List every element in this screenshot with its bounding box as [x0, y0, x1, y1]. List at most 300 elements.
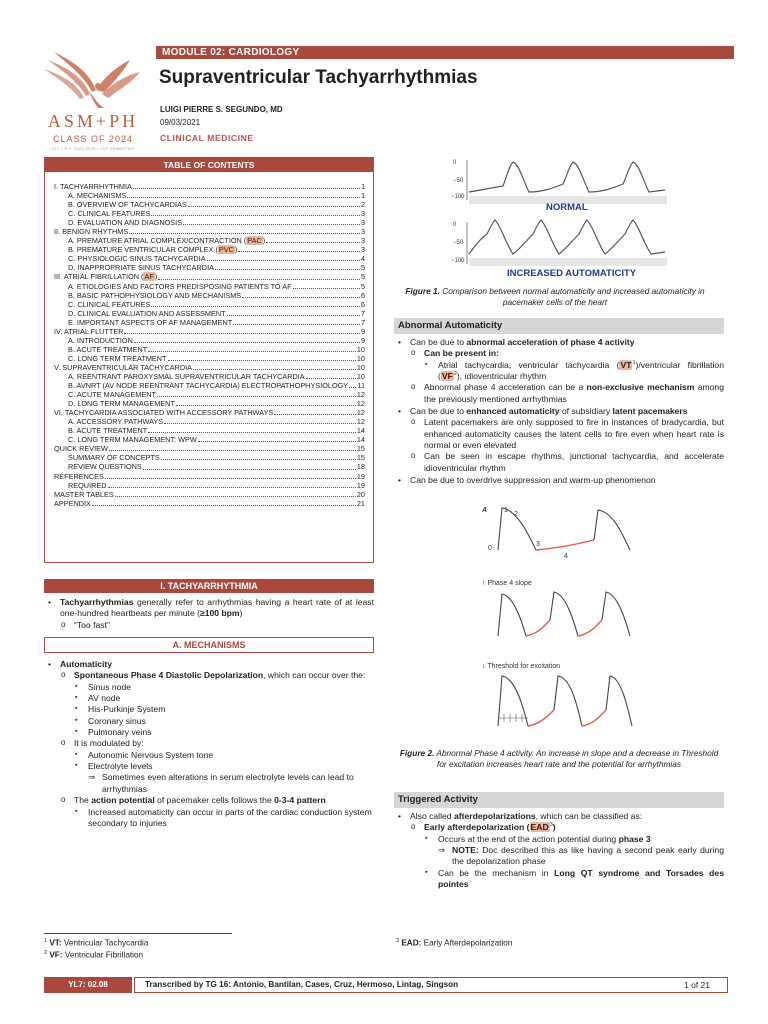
toc-entry-title: [68, 462, 142, 471]
panel-label: A: [482, 507, 488, 514]
text: It is modulated by:: [74, 738, 144, 749]
toc-list: [45, 172, 373, 508]
caption-label: Figure 1.: [405, 286, 440, 296]
toc-dots: [129, 227, 360, 234]
toc-entry[interactable]: [54, 426, 365, 435]
figure-2-caption: [398, 748, 720, 770]
toc-page: 14: [356, 435, 365, 445]
list-item: [60, 795, 374, 829]
toc-text: A. MECHANISMS: [68, 191, 127, 201]
toc-entry[interactable]: [54, 372, 365, 381]
toc-dots: [127, 191, 360, 198]
toc-page: 6: [360, 290, 365, 300]
toc-text: APPENDIX: [54, 498, 91, 508]
list-item: ▪ His-Purkinje System: [74, 704, 374, 715]
term: afterdepolarizations: [453, 811, 536, 821]
ap-trace: [498, 594, 526, 636]
toc-entry-title: [54, 499, 91, 508]
toc-entry[interactable]: [54, 218, 365, 227]
toc-page: 9: [360, 335, 365, 345]
term: action potential: [91, 795, 155, 806]
toc-entry[interactable]: [54, 272, 365, 281]
threshold-ticks: [498, 714, 528, 722]
toc-entry[interactable]: [54, 200, 365, 209]
list-item: [410, 822, 724, 890]
toc-dots: [227, 309, 360, 316]
phase4-segment: [528, 710, 554, 726]
toc-dots: [157, 390, 356, 397]
toc-entry[interactable]: [54, 390, 365, 399]
logo-asmph: ASM+PH: [47, 111, 139, 131]
tick-label: −50: [453, 178, 464, 184]
right-column-bottom: [394, 792, 724, 891]
footnote-3: [396, 938, 512, 950]
toc-entry[interactable]: [54, 472, 365, 481]
toc-text: D. INAPPROPRIATE SINUS TACHYCARDIA: [68, 263, 214, 273]
toc-entry[interactable]: [54, 408, 365, 417]
toc-dots: [148, 426, 356, 433]
term: enhanced automaticity: [466, 406, 560, 417]
toc-entry-title: [68, 291, 241, 300]
tick-label: 0: [453, 222, 457, 228]
section-tachyarrhythmia: I. TACHYARRHYTHMIA: [44, 579, 374, 593]
toc-entry-title: [68, 372, 305, 381]
phase4-segment: [526, 620, 550, 636]
footnote-number: 3: [396, 938, 400, 944]
list-item: ▪ Pulmonary veins: [74, 727, 374, 738]
toc-entry[interactable]: [54, 399, 365, 408]
toc-dots: [158, 272, 360, 279]
toc-entry[interactable]: [54, 182, 365, 191]
list-item: [74, 761, 374, 795]
toc-entry-title: [68, 354, 167, 363]
text: among the previously mentioned arrhythmias: [424, 382, 724, 404]
toc-dots: [105, 472, 356, 479]
toc-text: A. ACCESSORY PATHWAYS: [68, 417, 164, 427]
text: ), idioventricular rhythm: [456, 371, 547, 382]
logo-text: [34, 110, 152, 151]
toc-page: 3: [360, 218, 365, 228]
toc-page: 12: [356, 408, 365, 418]
toc-entry-title: [68, 381, 348, 390]
text: , which can occur over the:: [263, 670, 366, 681]
toc-page: 5: [360, 281, 365, 291]
toc-page: 10: [356, 362, 365, 372]
list-item: [394, 337, 724, 405]
toc-entry[interactable]: [54, 490, 365, 499]
toc-text: III. ATRIAL FIBRILLATION (: [54, 272, 144, 282]
toc-page: 7: [360, 308, 365, 318]
toc-entry[interactable]: [54, 417, 365, 426]
text: Can be due to: [410, 337, 467, 347]
toc-text: B. AVNRT (AV NODE REENTRANT TACHYCARDIA) ELECTROPATHOPHYSIOLOGY: [68, 381, 349, 391]
toc-page: 9: [360, 326, 365, 336]
list-item: ▪ Autonomic Nervous System tone: [74, 750, 374, 761]
footer-text: Transcribed by TG 16: Antonio, Bantilan, Cases, Cruz, Hermoso, Lintag,: [145, 980, 426, 989]
eagle-logo-icon: [34, 42, 152, 110]
toc-dots: [151, 209, 360, 216]
footnote-number: 2: [44, 950, 48, 956]
phase-label: 1: [504, 507, 508, 514]
tick-label: −100: [451, 194, 465, 200]
toc-entry[interactable]: [54, 245, 365, 254]
footnote-text: Ventricular Fibrillation: [62, 950, 144, 960]
toc-entry-title: [54, 182, 132, 191]
toc-entry[interactable]: [54, 282, 365, 291]
list-item: [410, 382, 724, 405]
footnote-2: [44, 950, 143, 962]
toc-entry-title: [54, 408, 273, 417]
list-item: o “Too fast”: [60, 620, 374, 631]
toc-text: A. PREMATURE ATRIAL COMPLEX/CONTRACTION (: [68, 236, 247, 246]
section-mechanisms: A. MECHANISMS: [44, 637, 374, 653]
increased-trace: [469, 220, 665, 254]
footer-text-bold: Singson: [425, 980, 459, 989]
phase4-segment: [582, 710, 606, 726]
toc-abbr: PAC: [247, 236, 262, 246]
toc-page: 12: [356, 390, 365, 400]
toc-dots: [164, 417, 356, 424]
toc-entry[interactable]: [54, 354, 365, 363]
toc-text: REQUIRED: [68, 480, 107, 490]
toc-page: 15: [356, 453, 365, 463]
tachy-list: [44, 597, 374, 631]
toc-text: REVIEW QUESTIONS: [68, 462, 142, 472]
footnote-term: VT:: [49, 938, 62, 948]
toc-abbr: PVC: [218, 245, 234, 255]
toc-entry-title: [68, 200, 187, 209]
toc-text: V. SUPRAVENTRICULAR TACHYCARDIA: [54, 362, 192, 372]
toc-text: E. IMPORTANT ASPECTS OF AF MANAGEMENT: [68, 317, 233, 327]
toc-text: ): [154, 272, 158, 282]
toc-page: 15: [356, 444, 365, 454]
text: Doc described this as like having a second peak early during the depolarization phase: [452, 845, 724, 867]
toc-dots: [215, 263, 360, 270]
footnote-term: EAD:: [401, 938, 422, 948]
toc-entry[interactable]: [54, 363, 365, 372]
toc-entry[interactable]: [54, 318, 365, 327]
toc-text: C. LONG TERM TREATMENT: [68, 353, 167, 363]
toc-page: 12: [356, 417, 365, 427]
caption-text: Abnormal Phase 4 activity. An increase in slope and a decrease in Threshold for excitation increases heart rate and the potential for arrhythmias: [434, 748, 719, 769]
list-item: ▪ Sinus node: [74, 682, 374, 693]
toc-dots: [124, 327, 359, 334]
toc-entry-title: [68, 254, 206, 263]
toc-text: C. PHYSIOLOGIC SINUS TACHYCARDIA: [68, 254, 206, 264]
toc-page: 14: [356, 426, 365, 436]
list-item: o Can be seen in escape rhythms, junctional tachycardia, and accelerate idioventricular rhythm: [410, 451, 724, 474]
toc-entry-title: [68, 481, 107, 490]
term: non-exclusive mechanism: [586, 382, 695, 393]
ap-trace: [498, 676, 528, 726]
toc-entry-title: [68, 345, 147, 354]
toc-entry[interactable]: [54, 236, 365, 245]
ap-trace: [550, 592, 578, 636]
toc-page: 3: [360, 245, 365, 255]
list-item: [410, 348, 724, 382]
toc-text: ): [234, 245, 238, 255]
module-bar: MODULE 02: CARDIOLOGY: [156, 46, 734, 59]
toc-dots: [188, 200, 360, 207]
term: phase 3: [618, 833, 651, 844]
toc-entry[interactable]: [54, 209, 365, 218]
toc-dots: [238, 245, 360, 252]
term: ): [552, 822, 556, 833]
toc-text: IV. ATRIAL FLUTTER: [54, 326, 124, 336]
toc-entry-title: [68, 426, 147, 435]
toc-entry-title: [54, 363, 192, 372]
term: Tachyarrhythmias: [60, 597, 134, 607]
toc-entry-title: [68, 218, 182, 227]
list-item: ▪ Coronary sinus: [74, 716, 374, 727]
logo-class: CLASS OF 2024: [52, 133, 134, 144]
left-column: [44, 579, 374, 830]
toc-entry[interactable]: [54, 309, 365, 318]
toc-text: D. EVALUATION AND DIAGNOSIS: [68, 218, 183, 228]
toc-dots: [198, 435, 356, 442]
toc-entry[interactable]: [54, 263, 365, 272]
toc-dots: [134, 336, 360, 343]
list-item: ▪ Increased automaticity can occur in parts of the cardiac conduction system secondary to injuries: [74, 807, 374, 830]
toc-text: C. CLINICAL FEATURES: [68, 299, 151, 309]
toc-text: A. INTRODUCTION: [68, 335, 133, 345]
list-item: ▪ AV node: [74, 693, 374, 704]
toc-text: A. ETIOLOGIES AND FACTORS PREDISPOSING PATIENTS TO AF: [68, 281, 292, 291]
term: NOTE:: [452, 845, 479, 856]
abbr-ead: EAD: [530, 822, 549, 833]
toc-dots: [306, 372, 356, 379]
normal-trace: [469, 162, 665, 192]
normal-label: NORMAL: [546, 202, 588, 213]
toc-page: 2: [360, 200, 365, 210]
toc-dots: [274, 408, 356, 415]
toc-dots: [176, 399, 356, 406]
toc-entry-title: [54, 472, 104, 481]
text: Atrial tachycardia, ventricular tachycardia (: [438, 359, 620, 370]
abnormal-list: [394, 337, 724, 486]
list-item: • Can be due to overdrive suppression and warm-up phenomenon: [394, 475, 724, 486]
toc-entry-title: [68, 236, 265, 245]
ap-trace: [606, 676, 632, 726]
toc-entry[interactable]: [54, 254, 365, 263]
toc-dots: [148, 345, 356, 352]
phase4-segment: [536, 540, 594, 550]
term: Automaticity: [60, 659, 113, 670]
triggered-activity-heading: Triggered Activity: [394, 792, 724, 808]
toc-entry-title: [68, 245, 237, 254]
text: )/ventricular fibrillation (: [438, 359, 724, 382]
list-item: [60, 738, 374, 795]
department: CLINICAL MEDICINE: [160, 133, 254, 143]
toc-text: VI. TACHYCARDIA ASSOCIATED WITH ACCESSORY PATHWAYS: [54, 408, 274, 418]
text: of subsidiary: [559, 406, 613, 417]
toc-text: C. CLINICAL FEATURES: [68, 209, 151, 219]
toc-text: B. ACUTE TREATMENT: [68, 344, 148, 354]
toc-entry[interactable]: [54, 381, 365, 390]
lecture-date: 09/03/2021: [160, 118, 201, 127]
toc-text: B. PREMATURE VENTRICULAR COMPLEX (: [68, 245, 218, 255]
toc-dots: [133, 182, 360, 189]
toc-entry[interactable]: [54, 300, 365, 309]
term: Spontaneous Phase 4 Diastolic Depolarization: [74, 670, 264, 681]
toc-entry[interactable]: [54, 499, 365, 508]
toc-dots: [349, 381, 356, 388]
list-item: [44, 659, 374, 829]
page-title: Supraventricular Tachyarrhythmias: [159, 67, 478, 88]
toc-entry[interactable]: [54, 481, 365, 490]
list-item: [60, 670, 374, 738]
toc-page: 11: [357, 381, 365, 391]
arrow-note: [438, 845, 724, 868]
toc-page: 3: [360, 227, 365, 237]
toc-page: 5: [360, 263, 365, 273]
toc-page: 6: [360, 299, 365, 309]
footnote-ref: 3: [549, 822, 553, 829]
toc-abbr: AF: [144, 272, 154, 282]
text: ): [239, 608, 243, 619]
caption-text: Comparison between normal automaticity and increased automaticity in pacemaker cells of the heart: [439, 286, 705, 307]
text: Also called: [410, 811, 454, 821]
toc-page: 7: [360, 317, 365, 327]
toc-entry[interactable]: [54, 336, 365, 345]
toc-entry-title: [68, 263, 214, 272]
list-item: [394, 811, 724, 890]
toc-text: D. CLINICAL EVALUATION AND ASSESSMENT: [68, 308, 226, 318]
toc-entry-title: [54, 490, 114, 499]
mechanisms-list: [44, 659, 374, 829]
text: , which can be classified as:: [535, 811, 643, 821]
figure-2: [478, 500, 638, 746]
list-item: o Latent pacemakers are only supposed to fire in instances of bradycardia, but enhanced automaticity causes the latent cells to fire even when heart rate is normal or even elevated: [410, 417, 724, 451]
toc-page: 12: [356, 399, 365, 409]
text: Electrolyte levels: [88, 761, 153, 772]
text: Can be the mechanism in: [438, 867, 555, 878]
term: Can be present in:: [424, 348, 499, 359]
toc-entry[interactable]: [54, 345, 365, 354]
sites-list: [74, 682, 374, 739]
toc-dots: [115, 490, 356, 497]
ap-trace: [602, 592, 630, 636]
list-item: [44, 597, 374, 631]
footnote-1: [44, 938, 148, 950]
toc-entry-title: [68, 282, 292, 291]
toc-entry[interactable]: [54, 291, 365, 300]
toc-dots: [109, 444, 356, 451]
triggered-list: [394, 811, 724, 890]
toc-page: 1: [360, 191, 365, 201]
increased-label: INCREASED AUTOMATICITY: [507, 268, 637, 279]
toc-entry[interactable]: [54, 327, 365, 336]
toc-entry[interactable]: [54, 191, 365, 200]
toc-dots: [293, 282, 360, 289]
ap-trace: [594, 510, 630, 550]
toc-entry-title: [68, 390, 156, 399]
abbr-vt: VT: [620, 359, 632, 370]
toc-entry-title: [54, 327, 123, 336]
toc-dots: [242, 291, 360, 298]
toc-text: D. LONG TERM MANAGEMENT: [68, 399, 175, 409]
toc-dots: [266, 236, 360, 243]
text: generally refer to arrhythmias having a heart rate of at least one-hundred heartbeats per minute (: [60, 597, 374, 619]
text: Can be due to: [410, 406, 467, 417]
footer-tag: YL7: 02.08: [44, 977, 132, 993]
logo-tiny: YL7 • S.Y. 2021-2022 • 1ST SEMESTER: [51, 145, 135, 151]
toc-dots: [183, 218, 360, 225]
toc-text: ): [262, 236, 266, 246]
toc-text: B. BASIC PATHOPHYSIOLOGY AND MECHANISMS: [68, 290, 242, 300]
toc-entry-title: [68, 318, 232, 327]
toc-entry[interactable]: [54, 462, 365, 471]
threshold-label: ↓ Threshold for excitation: [482, 663, 561, 670]
table-of-contents: [44, 157, 374, 563]
author: LUIGI PIERRE S. SEGUNDO, MD: [160, 105, 283, 114]
toc-entry[interactable]: [54, 435, 365, 444]
abbr-vf: VF: [441, 371, 453, 382]
term: Long QT syndrome and Torsades des pointes: [438, 867, 724, 890]
toc-entry[interactable]: [54, 444, 365, 453]
list-item: [424, 360, 724, 383]
footnote-ref: 1: [632, 359, 636, 366]
toc-text: REFERENCES: [54, 471, 104, 481]
phase4-segment: [578, 620, 602, 636]
toc-page: 19: [356, 471, 365, 481]
toc-page: 10: [356, 371, 365, 381]
caption-label: Figure 2.: [399, 748, 435, 758]
toc-dots: [207, 254, 360, 261]
footer-transcribers: [134, 977, 728, 993]
toc-entry[interactable]: [54, 453, 365, 462]
footnote-ref: 2: [453, 371, 457, 378]
toc-dots: [92, 499, 356, 506]
toc-page: 10: [356, 344, 365, 354]
tick-label: −100: [451, 258, 465, 264]
footnote-divider: [44, 933, 232, 934]
toc-page: 3: [360, 236, 365, 246]
toc-page: 10: [356, 353, 365, 363]
toc-entry-title: [54, 272, 157, 281]
toc-page: 20: [356, 489, 365, 499]
toc-entry-title: [68, 191, 126, 200]
toc-text: II. BENIGN RHYTHMS: [54, 227, 129, 237]
toc-text: C. ACUTE MANAGEMENT: [68, 390, 156, 400]
toc-entry-title: [68, 209, 150, 218]
term: Early afterdepolarization (: [424, 822, 530, 833]
abnormal-automaticity-heading: Abnormal Automaticity: [394, 318, 724, 334]
toc-entry[interactable]: [54, 227, 365, 236]
footnote-number: 1: [44, 938, 48, 944]
toc-entry-title: [68, 453, 160, 462]
phase-label: 3: [536, 541, 540, 548]
figure-1-caption: [400, 286, 710, 308]
toc-entry-title: [54, 444, 108, 453]
right-column-top: [394, 318, 724, 487]
toc-text: I. TACHYARRHYTHMIA: [54, 182, 132, 191]
footnote-text: Ventricular Tachycardia: [61, 938, 149, 948]
automaticity-traces: [451, 156, 669, 282]
toc-dots: [143, 462, 356, 469]
toc-dots: [108, 481, 356, 488]
toc-dots: [193, 363, 356, 370]
toc-page: 5: [360, 272, 365, 282]
toc-dots: [168, 354, 356, 361]
footnote-term: VF:: [49, 950, 63, 960]
ap-trace: [554, 676, 582, 726]
phase-label: 0: [488, 545, 492, 552]
toc-entry-title: [68, 417, 163, 426]
toc-dots: [161, 453, 356, 460]
text: Abnormal phase 4 acceleration can be a: [424, 382, 587, 393]
toc-entry-title: [68, 300, 150, 309]
